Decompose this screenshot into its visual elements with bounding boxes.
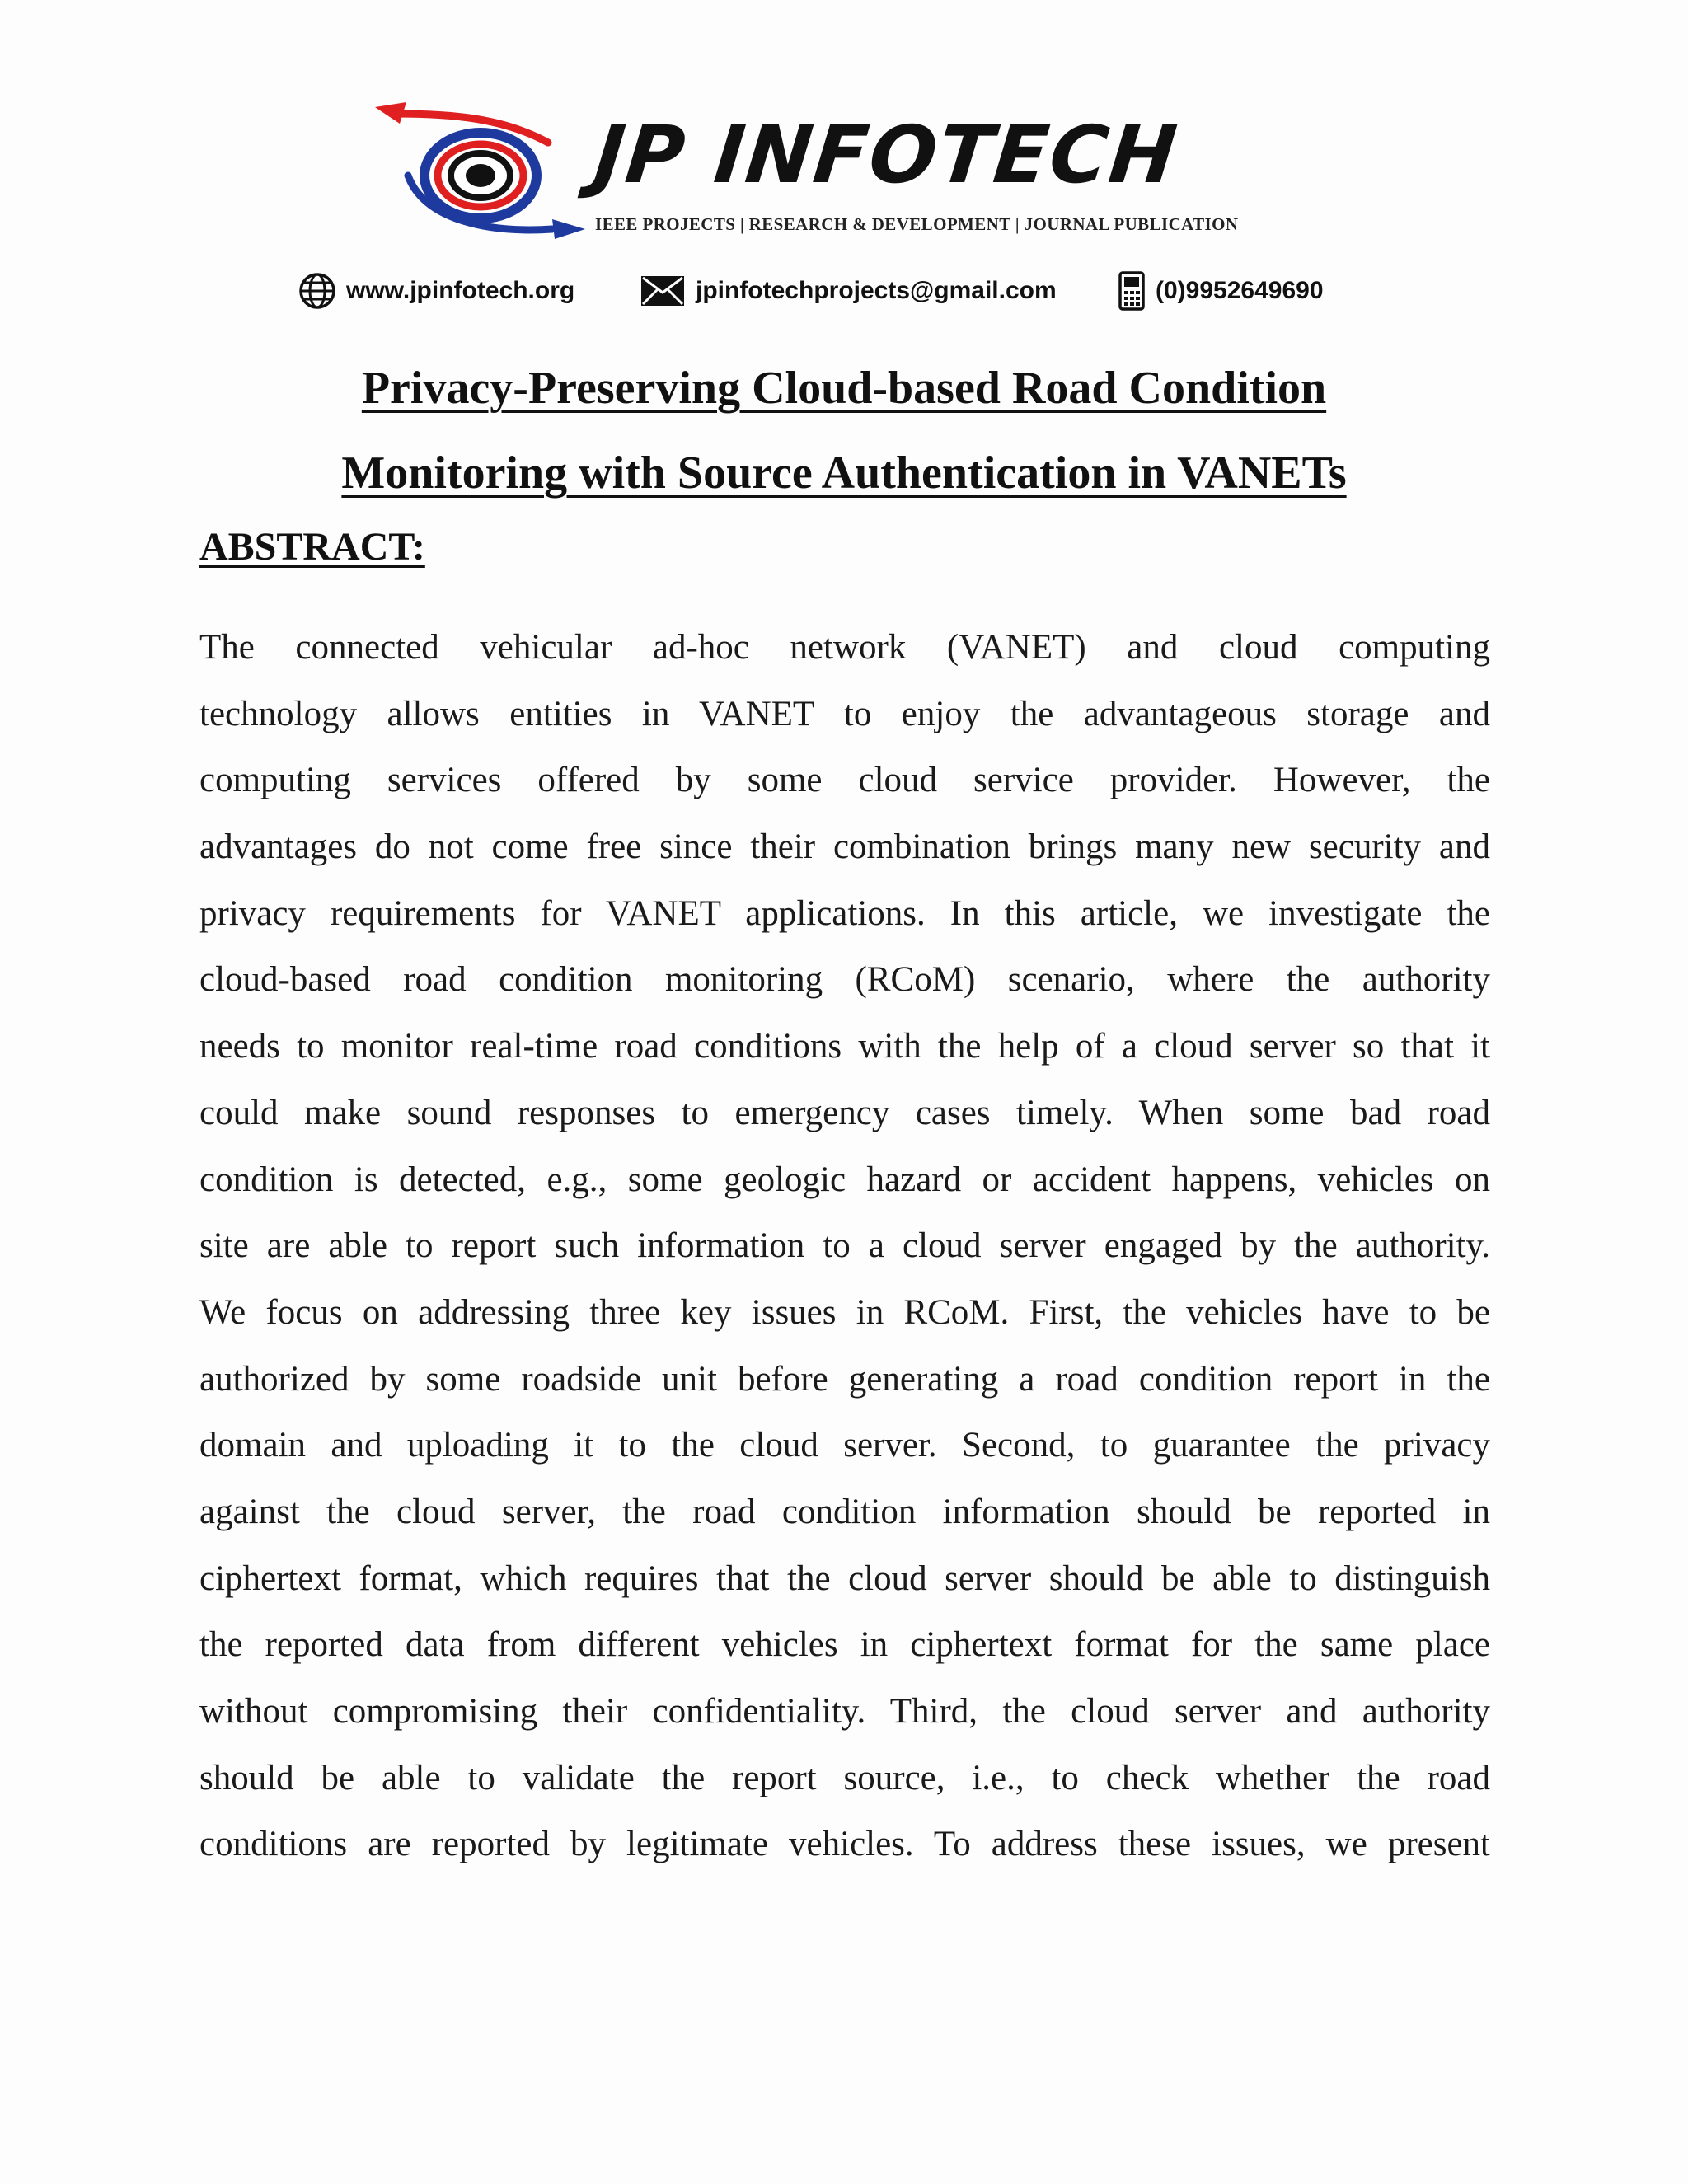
title-line-2: Monitoring with Source Authentication in VANETs	[341, 448, 1347, 499]
abstract-heading: ABSTRACT:	[199, 525, 425, 569]
abstract-line: technology allows entities in VANET to enjoy the advantageous storage and	[199, 694, 1490, 733]
abstract-line: condition is detected, e.g., some geologic hazard or accident happens, vehicles on	[199, 1160, 1490, 1199]
paper-title	[0, 346, 1688, 516]
logo-swirl-icon	[375, 97, 585, 241]
phone-icon	[1118, 271, 1146, 311]
abstract-line: site are able to report such information to a cloud server engaged by the authority.	[199, 1226, 1490, 1266]
abstract-line: cloud-based road condition monitoring (RCoM) scenario, where the authority	[199, 960, 1490, 1000]
abstract-line: authorized by some roadside unit before generating a road condition report in the	[199, 1359, 1490, 1399]
abstract-line: domain and uploading it to the cloud server. Second, to guarantee the privacy	[199, 1426, 1490, 1465]
abstract-body	[199, 620, 1490, 1883]
abstract-line: could make sound responses to emergency cases timely. When some bad road	[199, 1093, 1490, 1132]
abstract-line: the reported data from different vehicles in ciphertext format for the same place	[199, 1625, 1490, 1665]
envelope-icon	[640, 274, 686, 307]
abstract-line: against the cloud server, the road condition information should be reported in	[199, 1492, 1490, 1531]
contact-row	[298, 270, 1398, 312]
phone-number[interactable]: (0)9952649690	[1156, 277, 1324, 304]
abstract-line: ciphertext format, which requires that the cloud server should be able to distinguish	[199, 1558, 1490, 1598]
abstract-line: should be able to validate the report source, i.e., to check whether the road	[199, 1758, 1490, 1797]
email-contact[interactable]	[640, 274, 1118, 307]
title-line-1: Privacy-Preserving Cloud-based Road Condition	[361, 363, 1327, 414]
phone-contact[interactable]	[1118, 271, 1398, 311]
abstract-line: advantages do not come free since their combination brings many new security and	[199, 827, 1490, 867]
website-contact[interactable]	[298, 272, 640, 310]
brand-name: JP INFOTECH	[590, 109, 1183, 201]
abstract-line: conditions are reported by legitimate vehicles. To address these issues, we present	[199, 1825, 1490, 1864]
website-link[interactable]: www.jpinfotech.org	[346, 277, 575, 304]
abstract-line: computing services offered by some cloud service provider. However, the	[199, 761, 1490, 800]
email-link[interactable]: jpinfotechprojects@gmail.com	[696, 277, 1057, 304]
abstract-line: needs to monitor real-time road conditions with the help of a cloud server so that it	[199, 1027, 1490, 1066]
globe-icon	[298, 272, 336, 310]
abstract-line: We focus on addressing three key issues in RCoM. First, the vehicles have to be	[199, 1292, 1490, 1332]
abstract-line: without compromising their confidentiality. Third, the cloud server and authority	[199, 1692, 1490, 1731]
abstract-line: privacy requirements for VANET applications. In this article, we investigate the	[199, 893, 1490, 933]
brand-tagline: IEEE PROJECTS | RESEARCH & DEVELOPMENT | JOURNAL PUBLICATION	[595, 214, 1239, 234]
abstract-line: The connected vehicular ad-hoc network (VANET) and cloud computing	[199, 628, 1490, 667]
